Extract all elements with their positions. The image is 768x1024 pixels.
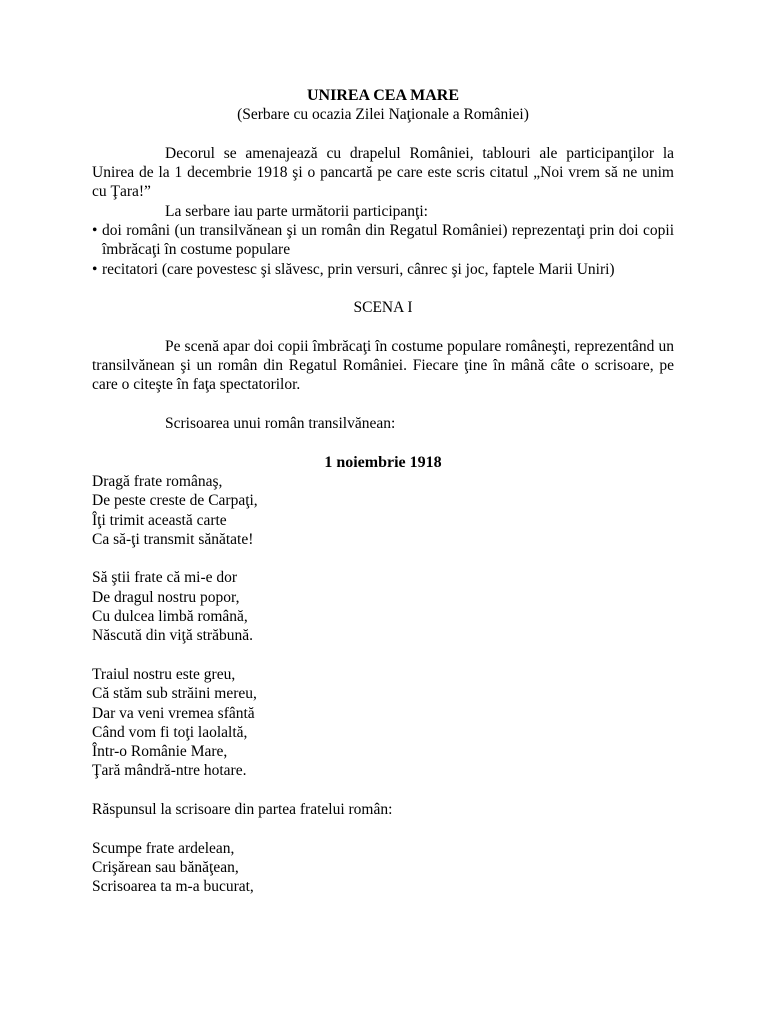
poem-line: Dar va veni vremea sfântă	[92, 704, 255, 722]
spacer	[92, 819, 674, 838]
response-intro: Răspunsul la scrisoare din partea fratelui român:	[92, 800, 393, 818]
poem-line: Când vom fi toţi laolaltă,	[92, 723, 248, 741]
poem-stanza-3	[92, 665, 674, 781]
poem-line: De dragul nostru popor,	[92, 588, 240, 606]
poem-line: De peste creste de Carpaţi,	[92, 492, 258, 510]
poem-stanza-2	[92, 568, 674, 645]
participant-text: recitatori (care povestesc şi slăvesc, prin versuri, cânrec şi joc, faptele Marii Uniri)	[102, 260, 615, 278]
poem-line: Traiul nostru este greu,	[92, 665, 236, 683]
poem-line: Scrisoarea ta m-a bucurat,	[92, 878, 254, 896]
spacer	[92, 318, 674, 337]
bullet-icon: •	[92, 222, 98, 240]
intro-paragraph: Decorul se amenajează cu drapelul României, tablouri ale participanţilor la Unirea de la 1 decembrie 1918 şi o pancartă pe care este scris citatul „Noi vrem să ne unim cu Ţara!”	[92, 144, 674, 201]
bullet-icon: •	[92, 260, 98, 278]
participant-text: doi români (un transilvănean şi un român din Regatul României) reprezentaţi prin doi copii îmbrăcaţi în costume populare	[102, 222, 674, 259]
poem-line: Cu dulcea limbă română,	[92, 608, 248, 626]
poem-line: Să ştii frate că mi-e dor	[92, 569, 238, 587]
poem-line: Că stăm sub străini mereu,	[92, 685, 257, 703]
document-body	[92, 86, 674, 896]
poem-line: Crişărean sau bănăţean,	[92, 858, 239, 876]
participants-line: La serbare iau parte următorii participanţi:	[165, 202, 428, 220]
spacer	[92, 549, 674, 568]
list-item	[92, 221, 674, 260]
participants-list	[92, 221, 674, 279]
poem-stanza-4	[92, 839, 674, 897]
spacer	[92, 125, 674, 144]
scene-title: SCENA I	[353, 299, 413, 317]
document-subtitle: (Serbare cu ocazia Zilei Naţionale a României)	[237, 106, 529, 124]
poem-line: Dragă frate românaş,	[92, 472, 223, 490]
poem-line: Ţară mândră-ntre hotare.	[92, 762, 247, 780]
list-item	[92, 260, 674, 279]
spacer	[92, 279, 674, 298]
poem-line: Îţi trimit această carte	[92, 511, 227, 529]
poem-line: Scumpe frate ardelean,	[92, 839, 235, 857]
poem-stanza-1	[92, 472, 674, 549]
spacer	[92, 395, 674, 414]
poem-line: Ca să-ţi transmit sănătate!	[92, 530, 254, 548]
letter-intro: Scrisoarea unui român transilvănean:	[165, 415, 396, 433]
document-title: UNIREA CEA MARE	[306, 87, 459, 104]
scene-paragraph: Pe scenă apar doi copii îmbrăcaţi în costume populare româneşti, reprezentând un transilvănean şi un român din Regatul României. Fiecare ţine în mână câte o scrisoare, pe care o citeşte în faţa spectatorilor.	[92, 337, 674, 394]
poem-line: Născută din viţă străbună.	[92, 627, 253, 645]
spacer	[92, 433, 674, 452]
poem-line: Într-o Românie Mare,	[92, 743, 228, 761]
spacer	[92, 646, 674, 665]
spacer	[92, 781, 674, 800]
letter-date: 1 noiembrie 1918	[324, 453, 442, 471]
